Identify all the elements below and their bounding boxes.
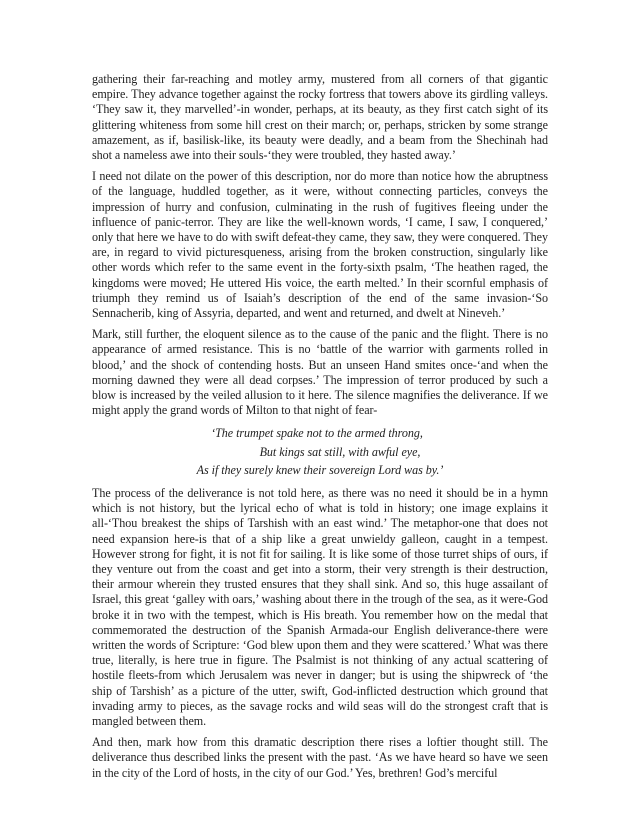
paragraph-5: And then, mark how from this dramatic description there rises a loftier thought still. The deliverance thus described links the present with the past. ‘As we have heard so have we seen in the city of the Lord of hosts, in the city of our God.’ Yes, brethren! God’s merciful	[92, 735, 548, 780]
body-text	[92, 72, 548, 787]
paragraph-3: Mark, still further, the eloquent silence as to the cause of the panic and the flight. There is no appearance of armed resistance. This is no ‘battle of the warrior with garments rolled in blood,’ and the shock of contending hosts. But an unseen Hand smites once-‘and when the morning dawned they were all dead corpses.’ The impression of terror produced by such a blow is increased by the veiled allusion to it here. The silence magnifies the deliverance. If we might apply the grand words of Milton to that night of fear-	[92, 327, 548, 418]
verse-line-2: But kings sat still, with awful eye,	[259, 444, 421, 459]
milton-verse	[92, 424, 548, 480]
verse-line-1: ‘The trumpet spake not to the armed throng,	[211, 426, 423, 441]
paragraph-2: I need not dilate on the power of this description, nor do more than notice how the abruptness of the language, huddled together, as it were, without connecting particles, conveys the impression of hurry and confusion, culminating in the rush of fugitives fleeing under the influence of panic-terror. They are like the well-known words, ‘I came, I saw, I conquered,’ only that here we have to do with swift defeat-they came, they saw, they were conquered. They are, in regard to vivid picturesqueness, arising from the broken construction, singularly like other words which refer to the same event in the forty-sixth psalm, ‘The heathen raged, the kingdoms were moved; He uttered His voice, the earth melted.’ In their scornful emphasis of triumph they remind us of Isaiah’s description of the end of the same invasion-‘So Sennacherib, king of Assyria, departed, and went and returned, and dwelt at Nineveh.’	[92, 169, 548, 321]
verse-line-3: As if they surely knew their sovereign Lord was by.’	[196, 463, 444, 478]
paragraph-4: The process of the deliverance is not told here, as there was no need it should be in a hymn which is not history, but the lyrical echo of what is told in history; one image explains it all-‘Thou breakest the ships of Tarshish with an east wind.’ The metaphor-one that does not need expansion here-is that of a ship like a great unwieldy galleon, caught in a tempest. However strong for fight, it is not fit for sailing. It is like some of those turret ships of ours, if they venture out from the coast and get into a storm, their very strength is their destruction, their armour wherein they trusted ensures that they shall sink. And so, this huge assailant of Israel, this great ‘galley with oars,’ washing about there in the trough of the sea, as it were-God broke it in two with the tempest, which is His breath. You remember how on the medal that commemorated the destruction of the Spanish Armada-our English deliverance-there were written the words of Scripture: ‘God blew upon them and they were scattered.’ What was there true, literally, is here true in figure. The Psalmist is not thinking of any actual scattering of hostile fleets-from which Jerusalem was never in danger; but is using the shipwreck of ‘the ship of Tarshish’ as a picture of the utter, swift, God-inflicted destruction which ground that invading army to pieces, as the savage rocks and wild seas will do the strongest craft that is mangled between them.	[92, 485, 548, 729]
paragraph-1: gathering their far-reaching and motley army, mustered from all corners of that gigantic empire. They advance together against the rocky fortress that towers above its girdling valleys. ‘They saw it, they marvelled’-in wonder, perhaps, at its beauty, as they first catch sight of its glittering whiteness from some hill crest on their march; or, perhaps, stricken by some strange amazement, as if, basilisk-like, its beauty were deadly, and a beam from the Shechinah had shot a nameless awe into their souls-‘they were troubled, they hasted away.’	[92, 72, 548, 163]
